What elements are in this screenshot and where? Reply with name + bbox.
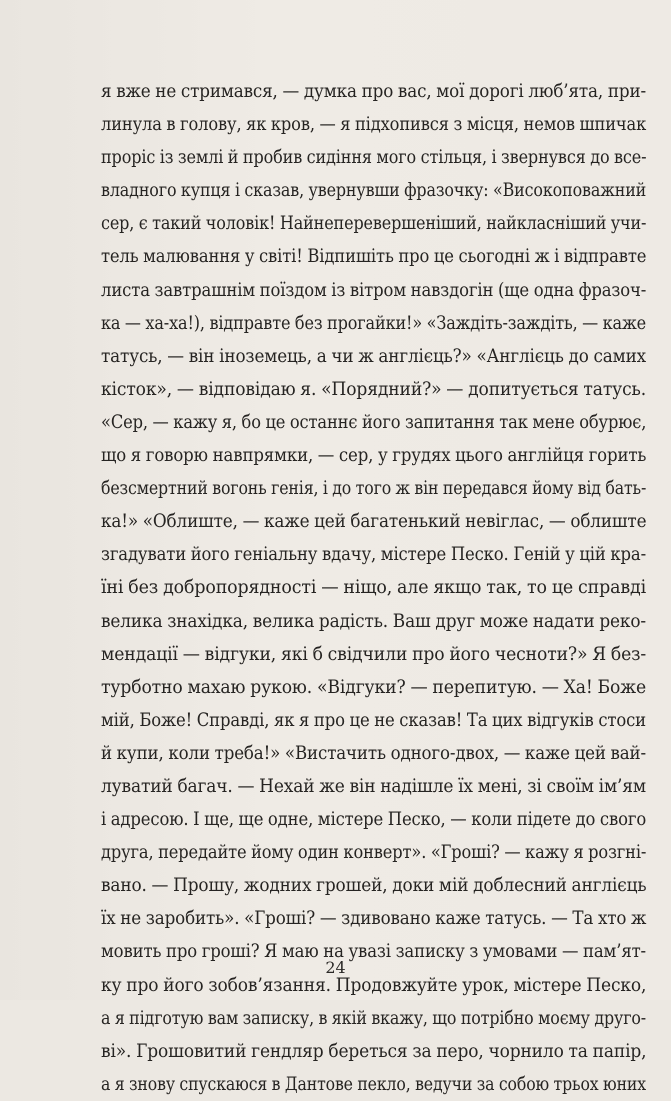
text-line: й купи, коли треба!» «Вистачить одного-двох, — каже цей вай- <box>101 742 646 764</box>
text-line: а я знову спускаюся в Дантове пекло, ведучи за собою трьох юних <box>101 1073 646 1095</box>
text-line: я вже не стримався, — думка про вас, мої дорогі люб’ята, при- <box>101 81 646 102</box>
text-line: ка!» «Облиште, — каже цей багатенький невіглас, — облиште <box>101 511 647 533</box>
page-number: 24 <box>325 958 346 977</box>
text-line: велика знахідка, велика радість. Ваш друг може надати реко- <box>101 610 646 632</box>
text-line: «Сер, — кажу я, бо це останнє його запитання так мене обурює, <box>101 411 647 433</box>
text-line: сер, є такий чоловік! Найнеперевершеніший, найкласніший учи- <box>101 213 647 235</box>
text-line: і адресою. І ще, ще одне, містере Песко, — коли підете до свого <box>101 809 647 831</box>
text-line: ві». Грошовитий гендляр береться за перо, чорнило та папір, <box>101 1040 647 1062</box>
text-line: мовить про гроші? Я маю на увазі записку з умовами — пам’ят- <box>101 941 646 963</box>
text-line: ка — ха-ха!), відправте без прогайки!» «Заждіть-заждіть, — каже <box>101 312 646 334</box>
text-line: тель малювання у світі! Відпишіть про це сьогодні ж і відправте <box>101 246 647 268</box>
text-line: а я підготую вам записку, в якій вкажу, що потрібно моєму друго- <box>101 1007 647 1029</box>
text-line: татусь, — він іноземець, а чи ж англієць?» «Англієць до самих <box>101 345 646 367</box>
text-line: мій, Боже! Справді, як я про це не сказав! Та цих відгуків стоси <box>101 709 646 731</box>
text-line: проріс із землі й пробив сидіння мого стільця, і звернувся до все- <box>101 147 647 169</box>
text-line: владного купця і сказав, увернувши фразочку: «Високоповажний <box>101 180 647 202</box>
text-line: турботно махаю рукою. «Відгуки? — перепитую. — Ха! Боже <box>101 676 646 698</box>
text-line: згадувати його геніальну вдачу, містере Песко. Геній у цій кра- <box>101 544 646 566</box>
text-line: луватий багач. — Нехай же він надішле їх мені, зі своїм ім’ям <box>101 775 646 797</box>
text-line: кісток», — відповідаю я. «Порядний?» — допитується татусь. <box>101 378 647 400</box>
text-line: вано. — Прошу, жодних грошей, доки мій доблесний англієць <box>101 875 647 897</box>
text-line: що я говорю навпрямки, — сер, у грудях цього англійця горить <box>101 445 647 467</box>
text-line: друга, передайте йому один конверт». «Гроші? — кажу я розгні- <box>101 842 647 864</box>
text-line: листа завтрашнім поїздом із вітром навздогін (ще одна фразоч- <box>101 279 647 301</box>
text-line: їні без добропорядності — ніщо, але якщо так, то це справді <box>101 577 646 599</box>
text-line: линула в голову, як кров, — я підхопився з місця, немов шпичак <box>101 114 647 136</box>
text-line: мендації — відгуки, які б свідчили про його чесноти?» Я без- <box>101 643 647 665</box>
text-line: безсмертний вогонь генія, і до того ж він передався йому від бать- <box>101 478 647 500</box>
body-text <box>101 75 661 1101</box>
text-line: ку про його зобов’язання. Продовжуйте урок, містере Песко, <box>101 974 647 996</box>
text-line: їх не заробить». «Гроші? — здивовано каже татусь. — Та хто ж <box>101 908 647 930</box>
